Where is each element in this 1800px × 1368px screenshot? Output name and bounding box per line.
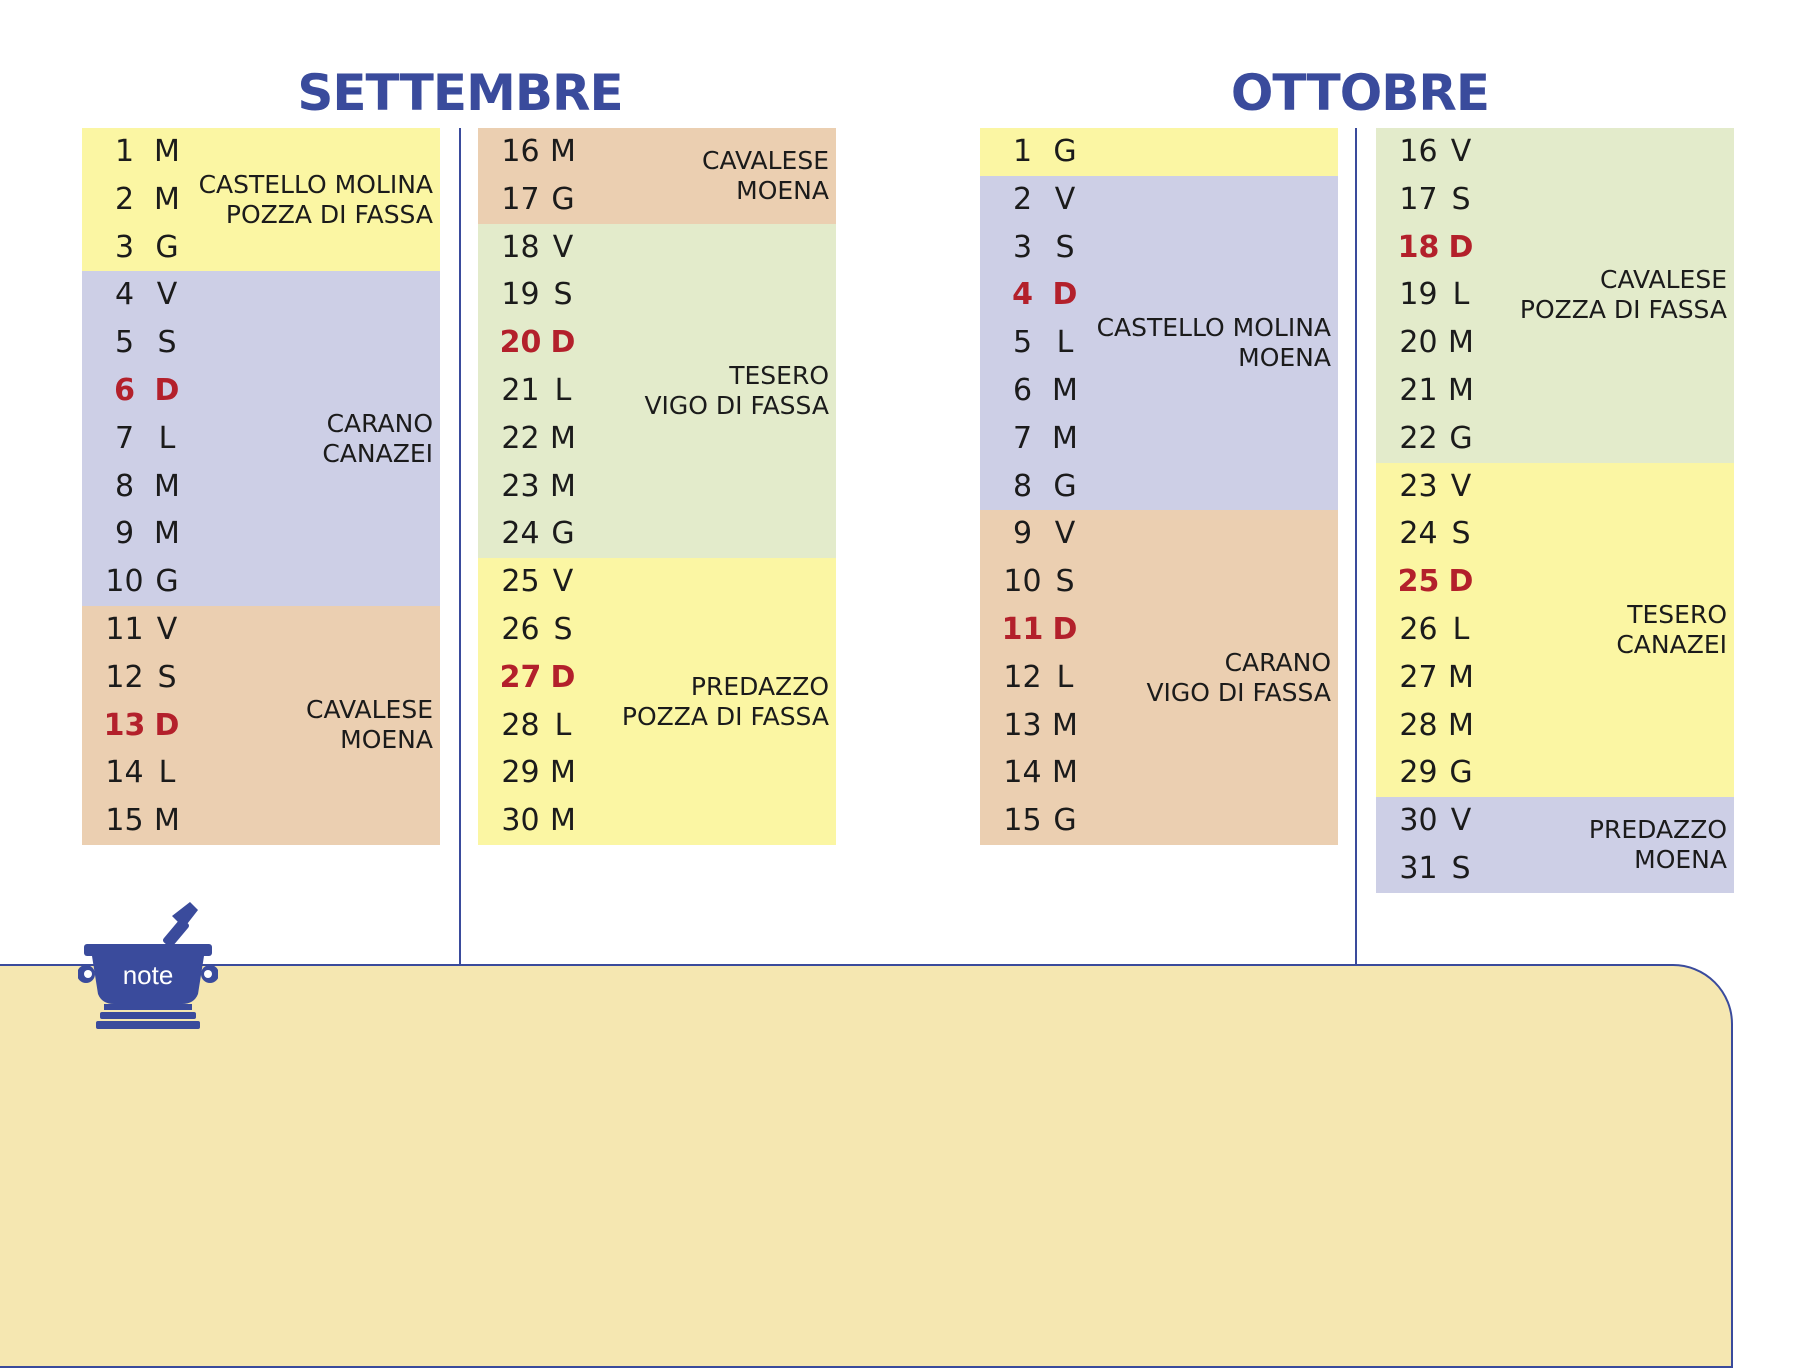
location-line: CANAZEI [1616, 629, 1727, 659]
day-number: 16 [501, 134, 540, 169]
weekday-letter: G [155, 229, 179, 265]
location-label [199, 170, 433, 230]
schedule-block [1376, 463, 1734, 798]
day-number: 9 [114, 516, 135, 552]
day-row [82, 271, 440, 319]
day-number: 5 [1012, 325, 1033, 361]
weekday-letter: L [1056, 659, 1074, 695]
schedule-block [980, 510, 1338, 845]
day-row-sunday [1376, 224, 1734, 272]
divider-line-settembre [459, 128, 461, 966]
calendar-column [82, 128, 440, 845]
weekday-letter: M [1448, 372, 1474, 408]
weekday-letter: S [157, 659, 177, 695]
weekday-letter: L [158, 755, 176, 791]
day-number: 24 [501, 516, 540, 552]
day-number: 17 [1399, 181, 1438, 217]
day-number: 22 [1399, 420, 1438, 456]
day-number: 25 [1397, 564, 1440, 600]
weekday-letter: M [550, 134, 576, 169]
day-number: 28 [1399, 707, 1438, 743]
day-number: 22 [501, 420, 540, 456]
weekday-letter: D [550, 659, 576, 695]
weekday-letter: D [1448, 229, 1474, 265]
weekday-letter: M [1052, 707, 1078, 743]
day-number: 14 [105, 755, 144, 791]
weekday-letter: D [550, 325, 576, 361]
day-number: 7 [114, 420, 135, 456]
location-line: PREDAZZO [1588, 814, 1727, 844]
location-line: POZZA DI FASSA [1519, 295, 1727, 325]
day-row [478, 415, 836, 463]
location-line: CANAZEI [322, 438, 433, 468]
day-row [980, 224, 1338, 272]
weekday-letter: S [553, 611, 573, 647]
month-title-settembre: SETTEMBRE [297, 64, 623, 122]
day-number: 30 [1399, 803, 1438, 839]
location-label [1097, 313, 1331, 373]
location-label [1616, 600, 1727, 660]
day-row [478, 749, 836, 797]
weekday-letter: V [156, 611, 178, 647]
weekday-letter: M [1448, 659, 1474, 695]
day-number: 15 [1003, 803, 1042, 839]
weekday-letter: M [1052, 420, 1078, 456]
day-row [980, 128, 1338, 176]
location-line: CARANO [326, 408, 433, 438]
location-line: MOENA [340, 725, 433, 755]
weekday-letter: V [156, 277, 178, 313]
day-row [478, 224, 836, 272]
weekday-letter: V [552, 229, 574, 265]
weekday-letter: G [551, 181, 575, 217]
day-number: 18 [1397, 229, 1440, 265]
location-label [702, 146, 829, 206]
weekday-letter: L [1452, 277, 1470, 313]
location-line: TESERO [729, 360, 829, 390]
location-label [644, 361, 829, 421]
day-row-sunday [478, 319, 836, 367]
day-number: 25 [501, 564, 540, 600]
day-row [1376, 319, 1734, 367]
weekday-letter: V [1450, 803, 1472, 839]
calendar-column [478, 128, 836, 845]
day-number: 13 [103, 707, 146, 743]
location-line: CAVALESE [306, 695, 433, 725]
day-number: 2 [1012, 181, 1033, 217]
day-number: 19 [1399, 277, 1438, 313]
weekday-letter: V [552, 564, 574, 600]
weekday-letter: G [1449, 755, 1473, 791]
day-row [1376, 463, 1734, 511]
day-number: 1 [1012, 134, 1033, 169]
day-row [82, 128, 440, 176]
weekday-letter: D [154, 707, 180, 743]
weekday-letter: M [154, 468, 180, 504]
weekday-letter: M [1052, 372, 1078, 408]
day-row [478, 271, 836, 319]
day-row [478, 510, 836, 558]
weekday-letter: L [554, 707, 572, 743]
weekday-letter: M [1448, 325, 1474, 361]
weekday-letter: M [550, 420, 576, 456]
day-number: 8 [1012, 468, 1033, 504]
location-line: MOENA [1238, 343, 1331, 373]
day-row [82, 606, 440, 654]
day-row [1376, 415, 1734, 463]
calendar-column [980, 128, 1338, 845]
day-number: 20 [1399, 325, 1438, 361]
location-label [1589, 815, 1727, 875]
day-number: 3 [1012, 229, 1033, 265]
day-row [1376, 176, 1734, 224]
notes-area[interactable] [0, 964, 1733, 1368]
location-line: CASTELLO MOLINA [1096, 313, 1331, 343]
weekday-letter: G [551, 516, 575, 552]
weekday-letter: L [554, 372, 572, 408]
day-row-sunday [980, 271, 1338, 319]
day-number: 9 [1012, 516, 1033, 552]
day-row [1376, 128, 1734, 176]
day-row [980, 749, 1338, 797]
day-number: 15 [105, 803, 144, 839]
schedule-block [980, 128, 1338, 176]
day-number: 1 [114, 134, 135, 169]
day-number: 17 [501, 181, 540, 217]
day-row [82, 224, 440, 272]
location-line: CASTELLO MOLINA [198, 169, 433, 199]
day-row [980, 510, 1338, 558]
location-line: MOENA [1634, 844, 1727, 874]
weekday-letter: G [1053, 134, 1077, 169]
day-number: 7 [1012, 420, 1033, 456]
day-number: 2 [114, 181, 135, 217]
weekday-letter: L [1452, 611, 1470, 647]
day-number: 19 [501, 277, 540, 313]
weekday-letter: G [1053, 803, 1077, 839]
location-line: PREDAZZO [690, 671, 829, 701]
day-row [980, 415, 1338, 463]
location-line: POZZA DI FASSA [225, 199, 433, 229]
day-row [82, 749, 440, 797]
weekday-letter: L [1056, 325, 1074, 361]
schedule-block [478, 558, 836, 845]
weekday-letter: S [1451, 850, 1471, 886]
location-label [1520, 265, 1727, 325]
weekday-letter: M [154, 803, 180, 839]
weekday-letter: S [1055, 564, 1075, 600]
day-number: 21 [501, 372, 540, 408]
day-number: 18 [501, 229, 540, 265]
day-number: 26 [501, 611, 540, 647]
day-number: 27 [499, 659, 542, 695]
weekday-letter: M [1448, 707, 1474, 743]
weekday-letter: V [1450, 134, 1472, 169]
location-label [1146, 648, 1331, 708]
weekday-letter: S [1451, 516, 1471, 552]
day-row [980, 702, 1338, 750]
location-line: MOENA [736, 175, 829, 205]
day-row-sunday [980, 606, 1338, 654]
day-number: 24 [1399, 516, 1438, 552]
location-line: POZZA DI FASSA [621, 701, 829, 731]
day-row [980, 797, 1338, 845]
location-line: TESERO [1627, 599, 1727, 629]
day-number: 3 [114, 229, 135, 265]
schedule-block [478, 224, 836, 559]
schedule-block [1376, 128, 1734, 463]
location-line: CAVALESE [1600, 265, 1727, 295]
day-number: 30 [501, 803, 540, 839]
day-number: 21 [1399, 372, 1438, 408]
day-row [980, 367, 1338, 415]
location-label [622, 672, 829, 732]
day-row [478, 606, 836, 654]
schedule-block [478, 128, 836, 224]
weekday-letter: S [1451, 181, 1471, 217]
location-line: CARANO [1224, 647, 1331, 677]
weekday-letter: D [1052, 277, 1078, 313]
day-number: 6 [114, 372, 135, 408]
weekday-letter: S [553, 277, 573, 313]
day-row-sunday [1376, 558, 1734, 606]
location-line: CAVALESE [702, 145, 829, 175]
day-row [1376, 654, 1734, 702]
schedule-block [1376, 797, 1734, 893]
day-number: 12 [105, 659, 144, 695]
weekday-letter: S [157, 325, 177, 361]
day-number: 28 [501, 707, 540, 743]
day-number: 20 [499, 325, 542, 361]
weekday-letter: V [1054, 181, 1076, 217]
location-line: VIGO DI FASSA [1146, 677, 1331, 707]
day-row [478, 463, 836, 511]
schedule-block [82, 271, 440, 606]
weekday-letter: S [1055, 229, 1075, 265]
weekday-letter: D [1052, 611, 1078, 647]
day-number: 14 [1003, 755, 1042, 791]
weekday-letter: D [1448, 564, 1474, 600]
weekday-letter: M [550, 755, 576, 791]
day-row [478, 558, 836, 606]
day-number: 29 [1399, 755, 1438, 791]
day-number: 16 [1399, 134, 1438, 169]
day-row [82, 558, 440, 606]
day-row [1376, 367, 1734, 415]
location-label [306, 695, 433, 755]
day-row [82, 463, 440, 511]
day-row [82, 510, 440, 558]
weekday-letter: M [154, 516, 180, 552]
calendar-column [1376, 128, 1734, 893]
location-line: VIGO DI FASSA [644, 390, 829, 420]
weekday-letter: M [550, 468, 576, 504]
day-number: 4 [1012, 277, 1033, 313]
day-row [82, 797, 440, 845]
location-label [322, 409, 433, 469]
day-number: 27 [1399, 659, 1438, 695]
weekday-letter: M [154, 134, 180, 169]
day-number: 29 [501, 755, 540, 791]
day-number: 4 [114, 277, 135, 313]
mortar-pestle-icon [78, 900, 218, 1030]
weekday-letter: L [158, 420, 176, 456]
schedule-block [82, 606, 440, 845]
day-number: 10 [1003, 564, 1042, 600]
weekday-letter: G [1449, 420, 1473, 456]
day-number: 31 [1399, 850, 1438, 886]
day-number: 6 [1012, 372, 1033, 408]
weekday-letter: M [154, 181, 180, 217]
weekday-letter: G [1053, 468, 1077, 504]
weekday-letter: V [1054, 516, 1076, 552]
weekday-letter: D [154, 372, 180, 408]
day-row [980, 463, 1338, 511]
day-number: 5 [114, 325, 135, 361]
day-number: 23 [1399, 468, 1438, 504]
day-number: 11 [1001, 611, 1044, 647]
day-number: 26 [1399, 611, 1438, 647]
schedule-block [980, 176, 1338, 511]
weekday-letter: G [155, 564, 179, 600]
day-row [1376, 749, 1734, 797]
day-row [82, 654, 440, 702]
month-title-ottobre: OTTOBRE [1230, 64, 1490, 122]
note-icon-label: note [122, 960, 174, 990]
day-number: 13 [1003, 707, 1042, 743]
weekday-letter: M [1052, 755, 1078, 791]
divider-line-ottobre [1355, 128, 1357, 966]
day-row-sunday [82, 367, 440, 415]
weekday-letter: M [550, 803, 576, 839]
day-row [980, 558, 1338, 606]
day-number: 8 [114, 468, 135, 504]
day-row [478, 797, 836, 845]
day-row [1376, 510, 1734, 558]
day-number: 11 [105, 611, 144, 647]
day-number: 12 [1003, 659, 1042, 695]
day-number: 23 [501, 468, 540, 504]
schedule-block [82, 128, 440, 271]
day-row [980, 176, 1338, 224]
day-row [82, 319, 440, 367]
weekday-letter: V [1450, 468, 1472, 504]
day-number: 10 [105, 564, 144, 600]
day-row [1376, 702, 1734, 750]
